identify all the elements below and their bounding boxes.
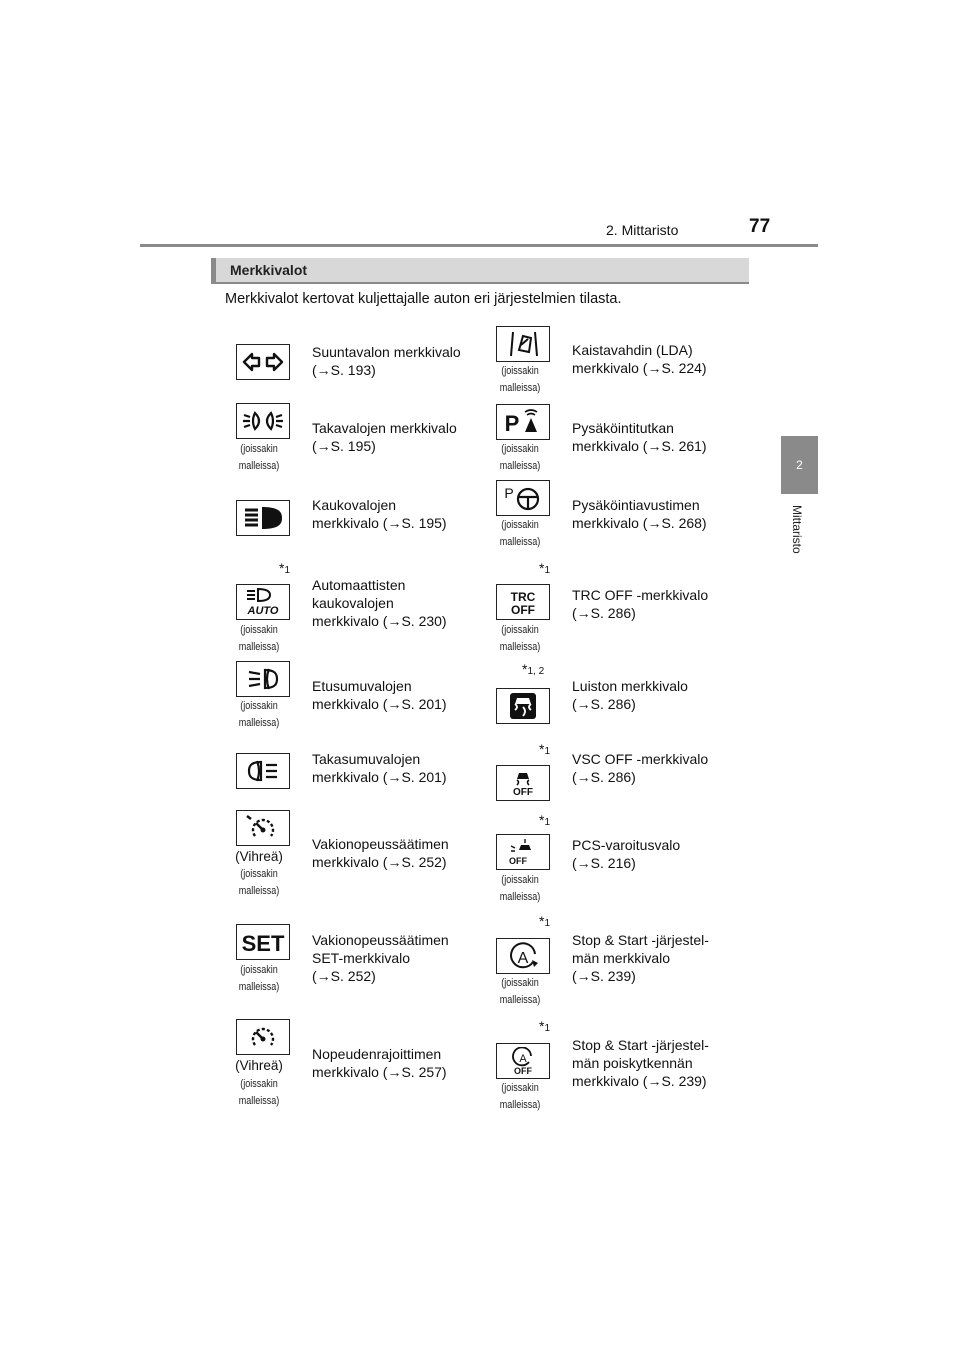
trc-off-icon [496, 584, 550, 620]
auto-high-beam-icon [236, 584, 290, 620]
stop-start-icon [496, 938, 550, 974]
note-joissakin: (joissakin malleissa) [499, 365, 541, 394]
right-desc-4: TRC OFF -merkkivalo (→S. 286) [572, 587, 709, 621]
note-joissakin: (joissakin malleissa) [238, 443, 280, 472]
svg-text:P: P [504, 411, 520, 436]
left-desc-6: Takasumuvalojen merkkivalo (→S. 201) [312, 751, 447, 785]
right-desc-6: VSC OFF -merkkivalo (→S. 286) [572, 751, 709, 785]
svg-text:TRC: TRC [510, 590, 536, 604]
note-joissakin: (joissakin malleissa) [499, 977, 541, 1006]
right-desc-9: Stop & Start -järjestel- män poiskytkennän merkkivalo (→S. 239) [572, 1037, 709, 1089]
section-intro: Merkkivalot kertovat kuljettajalle auton eri järjestelmien tilasta. [225, 291, 622, 307]
parking-assist-icon [496, 480, 550, 516]
svg-text:AUTO: AUTO [247, 605, 279, 616]
cruise-set-icon [236, 924, 290, 960]
rear-fog-icon [236, 753, 290, 789]
page-number: 77 [749, 216, 771, 237]
right-desc-1: Kaistavahdin (LDA) merkkivalo (→S. 224) [572, 342, 707, 376]
star-footnote: *1 [539, 913, 551, 929]
right-desc-5: Luiston merkkivalo (→S. 286) [572, 678, 688, 712]
tail-lights-icon [236, 403, 290, 439]
front-fog-icon [236, 661, 290, 697]
note-joissakin: (joissakin malleissa) [238, 1078, 280, 1107]
note-joissakin: (joissakin malleissa) [499, 624, 541, 653]
star-footnote: *1 [539, 741, 551, 757]
star-footnote: *1 [539, 1018, 551, 1034]
section-title: Merkkivalot [230, 262, 308, 278]
side-tab-label: Mittaristo [790, 505, 804, 554]
note-joissakin: (joissakin malleissa) [499, 874, 541, 903]
parking-sensor-icon [496, 404, 550, 440]
svg-text:OFF: OFF [513, 787, 533, 797]
left-desc-2: Takavalojen merkkivalo (→S. 195) [312, 420, 457, 454]
note-joissakin: (joissakin malleissa) [238, 624, 280, 653]
svg-text:P: P [504, 485, 514, 501]
chapter-title: 2. Mittaristo [606, 222, 679, 238]
note-joissakin: (joissakin malleissa) [499, 443, 541, 472]
high-beam-icon [236, 500, 290, 536]
svg-text:OFF: OFF [514, 1066, 532, 1075]
vsc-off-icon [496, 765, 550, 801]
left-desc-7: Vakionopeussäätimen merkkivalo (→S. 252) [312, 836, 449, 870]
svg-text:OFF: OFF [509, 856, 527, 866]
stop-start-off-icon [496, 1043, 550, 1079]
left-desc-9: Nopeudenrajoittimen merkkivalo (→S. 257) [312, 1046, 447, 1080]
right-desc-8: Stop & Start -järjestel- män merkkivalo (→S. 239) [572, 932, 709, 984]
star-footnote: *1 [539, 812, 551, 828]
speed-limiter-icon [236, 1019, 290, 1055]
header-rule [140, 244, 818, 247]
left-desc-8: Vakionopeussäätimen SET-merkkivalo (→S. 252) [312, 932, 449, 984]
section-header [211, 258, 749, 284]
note-joissakin: (joissakin malleissa) [238, 700, 280, 729]
green-label: (Vihreä) [235, 1058, 283, 1073]
slip-indicator-icon [496, 688, 550, 724]
turn-signal-icon [236, 344, 290, 380]
note-joissakin: (joissakin malleissa) [499, 1082, 541, 1111]
note-joissakin: (joissakin malleissa) [238, 964, 280, 993]
right-desc-2: Pysäköintitutkan merkkivalo (→S. 261) [572, 420, 707, 454]
green-label: (Vihreä) [235, 849, 283, 864]
note-joissakin: (joissakin malleissa) [499, 519, 541, 548]
svg-text:A: A [517, 950, 529, 967]
star-footnote: *1 [539, 560, 551, 576]
side-tab: 2 [781, 436, 818, 494]
left-desc-3: Kaukovalojen merkkivalo (→S. 195) [312, 497, 447, 531]
star-footnote: *1 [279, 560, 291, 576]
star-footnote: *1, 2 [522, 661, 545, 677]
left-desc-1: Suuntavalon merkkivalo (→S. 193) [312, 344, 461, 378]
left-desc-4: Automaattisten kaukovalojen merkkivalo (→S. 230) [312, 577, 447, 629]
svg-text:OFF: OFF [511, 603, 535, 616]
cruise-control-icon [236, 810, 290, 846]
right-desc-7: PCS-varoitusvalo (→S. 216) [572, 837, 681, 871]
lane-departure-icon [496, 326, 550, 362]
right-desc-3: Pysäköintiavustimen merkkivalo (→S. 268) [572, 497, 707, 531]
svg-text:A: A [519, 1053, 527, 1065]
note-joissakin: (joissakin malleissa) [238, 868, 280, 897]
left-desc-5: Etusumuvalojen merkkivalo (→S. 201) [312, 678, 447, 712]
svg-text:SET: SET [241, 931, 285, 956]
pcs-warning-icon [496, 834, 550, 870]
